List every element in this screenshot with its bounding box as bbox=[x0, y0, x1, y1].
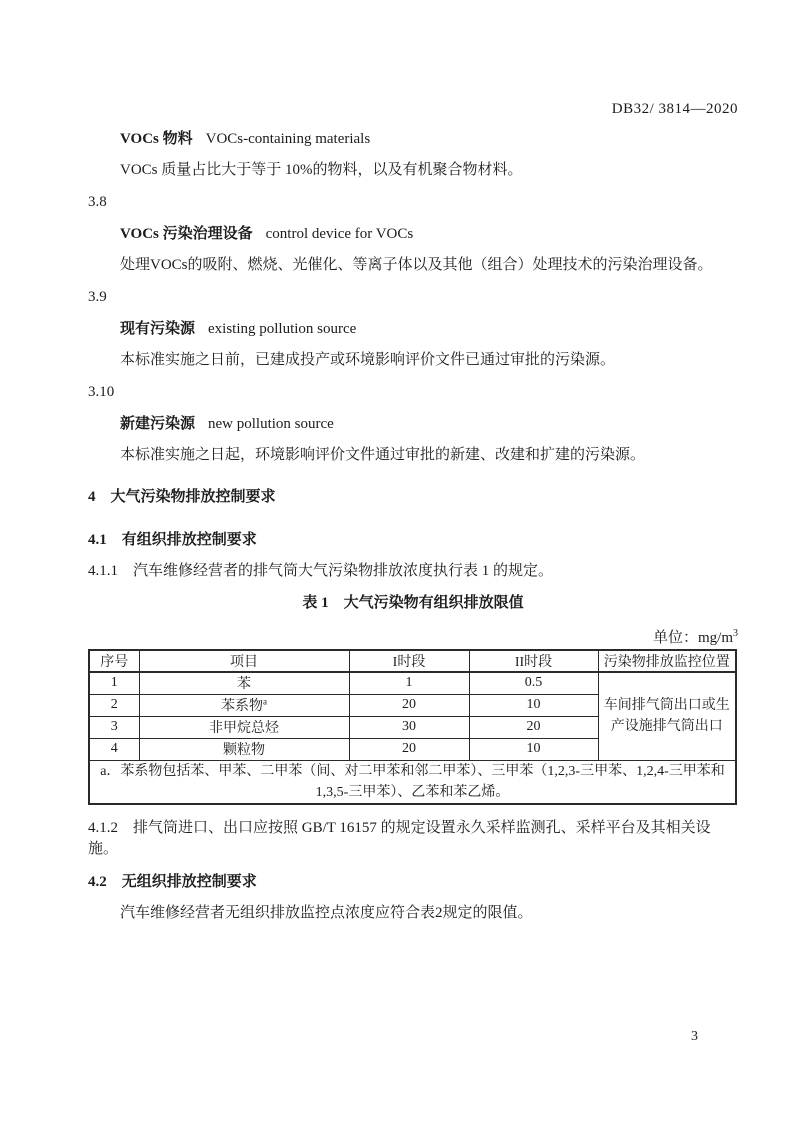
clause-number: 3.8 bbox=[88, 194, 107, 210]
table-footnote-row bbox=[89, 760, 736, 804]
page-content bbox=[88, 0, 738, 924]
paragraph-4-2: 汽车维修经营者无组织排放监控点浓度应符合表2规定的限值。 bbox=[120, 904, 533, 921]
cell-no: 1 bbox=[89, 672, 139, 694]
table-footnote: a．苯系物包括苯、甲苯、二甲苯（间、对二甲苯和邻二甲苯）、三甲苯（1,2,3-三甲苯、1,2,4-三甲苯和 1,3,5-三甲苯）、乙苯和苯乙烯。 bbox=[89, 760, 736, 804]
section-heading-4: 4 大气污染物排放控制要求 bbox=[88, 489, 276, 505]
cell-item bbox=[139, 672, 349, 694]
cell-period1: 20 bbox=[349, 738, 469, 760]
cell-period1: 30 bbox=[349, 716, 469, 738]
paragraph-4-1-2: 4.1.2 排气筒进口、出口应按照 GB/T 16157 的规定设置永久采样监测孔、采样平台及其相关设施。 bbox=[88, 819, 711, 857]
section-heading-4-1: 4.1 有组织排放控制要求 bbox=[88, 532, 257, 548]
term-line bbox=[88, 129, 738, 150]
item-text: 苯系物 bbox=[221, 699, 263, 714]
item-text: 颗粒物 bbox=[223, 743, 265, 758]
cell-period1: 1 bbox=[349, 672, 469, 694]
doc-number: DB32/ 3814—2020 bbox=[611, 101, 738, 117]
table1-unit bbox=[88, 624, 738, 648]
page-number: 3 bbox=[691, 1029, 698, 1044]
col-header-period1: I时段 bbox=[349, 650, 469, 672]
item-superscript: a bbox=[263, 696, 267, 707]
term-line bbox=[88, 414, 738, 435]
unit-prefix: 单位：mg/m bbox=[652, 630, 733, 646]
unit-superscript: 3 bbox=[733, 628, 738, 639]
cell-item bbox=[139, 694, 349, 716]
cell-no: 3 bbox=[89, 716, 139, 738]
cell-period2: 0.5 bbox=[469, 672, 598, 694]
term-definition: 本标准实施之日起，环境影响评价文件通过审批的新建、改建和扩建的污染源。 bbox=[120, 447, 646, 463]
paragraph-4-1-1: 4.1.1 汽车维修经营者的排气筒大气污染物排放浓度执行表 1 的规定。 bbox=[88, 563, 554, 579]
cell-period2: 10 bbox=[469, 738, 598, 760]
term-line bbox=[88, 319, 738, 340]
section-heading-4-2: 4.2 无组织排放控制要求 bbox=[88, 873, 257, 890]
item-text: 苯 bbox=[237, 677, 251, 693]
term-zh: VOCs 污染治理设备 bbox=[120, 226, 253, 242]
term-line bbox=[88, 224, 738, 245]
cell-monitor-location: 车间排气筒出口或生产设施排气筒出口 bbox=[598, 672, 736, 760]
term-en: VOCs-containing materials bbox=[205, 131, 371, 147]
clause-number: 3.10 bbox=[88, 384, 115, 400]
table1-emission-limits bbox=[88, 649, 737, 805]
table-header-row bbox=[89, 650, 736, 672]
table1-title: 表 1 大气污染物有组织排放限值 bbox=[302, 595, 524, 611]
clause-number: 3.9 bbox=[88, 289, 107, 305]
term-definition: 本标准实施之日前，已建成投产或环境影响评价文件已通过审批的污染源。 bbox=[120, 352, 616, 368]
term-zh: 现有污染源 bbox=[120, 321, 196, 337]
term-zh: VOCs 物料 bbox=[120, 131, 193, 147]
item-text: 非甲烷总烃 bbox=[209, 721, 279, 736]
table-row bbox=[89, 672, 736, 694]
term-definition: 处理VOCs的吸附、燃烧、光催化、等离子体以及其他（组合）处理技术的污染治理设备。 bbox=[120, 257, 713, 273]
col-header-no: 序号 bbox=[89, 650, 139, 672]
term-en: control device for VOCs bbox=[265, 226, 414, 242]
term-definition: VOCs 质量占比大于等于 10%的物料，以及有机聚合物材料。 bbox=[120, 162, 523, 178]
col-header-location: 污染物排放监控位置 bbox=[598, 650, 736, 672]
term-en: existing pollution source bbox=[208, 321, 357, 337]
cell-period2: 20 bbox=[469, 716, 598, 738]
col-header-period2: II时段 bbox=[469, 650, 598, 672]
cell-period2: 10 bbox=[469, 694, 598, 716]
cell-item bbox=[139, 716, 349, 738]
col-header-item: 项目 bbox=[139, 650, 349, 672]
cell-no: 2 bbox=[89, 694, 139, 716]
cell-period1: 20 bbox=[349, 694, 469, 716]
term-en: new pollution source bbox=[208, 416, 334, 432]
cell-no: 4 bbox=[89, 738, 139, 760]
term-zh: 新建污染源 bbox=[120, 416, 196, 432]
cell-item bbox=[139, 738, 349, 760]
